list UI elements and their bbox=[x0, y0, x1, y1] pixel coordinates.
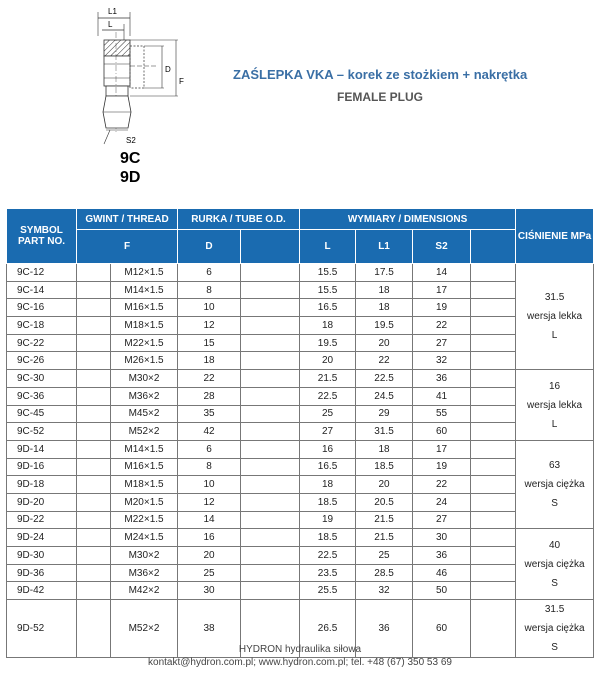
cell-blank bbox=[77, 387, 111, 405]
table-row bbox=[7, 299, 594, 317]
cell-blank bbox=[77, 317, 111, 335]
cell-s2: 46 bbox=[413, 564, 471, 582]
cell-blank bbox=[241, 352, 300, 370]
cell-tube-d: 30 bbox=[178, 582, 241, 600]
cell-l1: 24.5 bbox=[356, 387, 413, 405]
cell-blank bbox=[471, 370, 516, 388]
cell-l1: 31.5 bbox=[356, 423, 413, 441]
cell-symbol: 9D-16 bbox=[7, 458, 77, 476]
cell-symbol: 9D-22 bbox=[7, 511, 77, 529]
cell-thread: M36×2 bbox=[111, 564, 178, 582]
cell-blank bbox=[77, 547, 111, 565]
cell-blank bbox=[77, 440, 111, 458]
cell-l: 26.5 bbox=[300, 600, 356, 658]
pressure-version: wersja lekka bbox=[527, 399, 583, 411]
cell-thread: M30×2 bbox=[111, 370, 178, 388]
cell-s2: 27 bbox=[413, 511, 471, 529]
cell-blank bbox=[471, 334, 516, 352]
cell-thread: M18×1.5 bbox=[111, 317, 178, 335]
table-row bbox=[7, 511, 594, 529]
pressure-value: 31.5 bbox=[544, 604, 565, 616]
header-thread: GWINT / THREAD bbox=[77, 209, 178, 230]
cell-tube-d: 6 bbox=[178, 440, 241, 458]
cell-l1: 22 bbox=[356, 352, 413, 370]
header-d-blank bbox=[241, 230, 300, 264]
cell-tube-d: 18 bbox=[178, 352, 241, 370]
cell-tube-d: 10 bbox=[178, 299, 241, 317]
cell-s2: 60 bbox=[413, 600, 471, 658]
cell-blank bbox=[241, 281, 300, 299]
cell-blank bbox=[471, 264, 516, 282]
cell-blank bbox=[471, 476, 516, 494]
cell-blank bbox=[241, 423, 300, 441]
page-title: ZAŚLEPKA VKA – korek ze stożkiem + nakrętka bbox=[233, 67, 528, 82]
cell-pressure-group bbox=[516, 529, 594, 600]
cell-symbol: 9C-30 bbox=[7, 370, 77, 388]
header-l1: L1 bbox=[356, 230, 413, 264]
pressure-code: S bbox=[551, 498, 558, 510]
dim-l1-label: L1 bbox=[108, 7, 117, 16]
cell-l: 18 bbox=[300, 476, 356, 494]
header-part-no-label: PART NO. bbox=[17, 236, 66, 247]
header-pressure: CIŚNIENIE MPa bbox=[516, 209, 594, 264]
cell-tube-d: 6 bbox=[178, 264, 241, 282]
table-row bbox=[7, 458, 594, 476]
cell-tube-d: 35 bbox=[178, 405, 241, 423]
cell-blank bbox=[77, 564, 111, 582]
cell-symbol: 9D-42 bbox=[7, 582, 77, 600]
cell-symbol: 9C-18 bbox=[7, 317, 77, 335]
cell-blank bbox=[471, 493, 516, 511]
cell-l: 25.5 bbox=[300, 582, 356, 600]
cell-s2: 27 bbox=[413, 334, 471, 352]
cell-l1: 32 bbox=[356, 582, 413, 600]
table-row bbox=[7, 423, 594, 441]
cell-l: 22.5 bbox=[300, 547, 356, 565]
table-row bbox=[7, 334, 594, 352]
footer-contact: kontakt@hydron.com.pl; www.hydron.com.pl; tel. +48 (67) 350 53 69 bbox=[148, 657, 452, 668]
dim-f-label: F bbox=[179, 77, 184, 86]
cell-blank bbox=[471, 564, 516, 582]
cell-l: 16 bbox=[300, 440, 356, 458]
cell-s2: 36 bbox=[413, 547, 471, 565]
pressure-value: 31.5 bbox=[544, 292, 565, 304]
cell-blank bbox=[77, 511, 111, 529]
cell-s2: 50 bbox=[413, 582, 471, 600]
table-row bbox=[7, 264, 594, 282]
cell-l: 20 bbox=[300, 352, 356, 370]
cell-l1: 28.5 bbox=[356, 564, 413, 582]
cell-l1: 20 bbox=[356, 476, 413, 494]
cell-blank bbox=[471, 387, 516, 405]
cell-tube-d: 28 bbox=[178, 387, 241, 405]
pressure-code: L bbox=[551, 330, 558, 342]
cell-s2: 55 bbox=[413, 405, 471, 423]
table-row bbox=[7, 317, 594, 335]
table-row bbox=[7, 370, 594, 388]
cell-blank bbox=[471, 317, 516, 335]
cell-l1: 25 bbox=[356, 547, 413, 565]
cell-l1: 21.5 bbox=[356, 511, 413, 529]
cell-thread: M24×1.5 bbox=[111, 529, 178, 547]
cell-blank bbox=[471, 423, 516, 441]
cell-symbol: 9D-52 bbox=[7, 600, 77, 658]
cell-tube-d: 22 bbox=[178, 370, 241, 388]
variant-9d-label: 9D bbox=[120, 169, 141, 186]
cell-thread: M14×1.5 bbox=[111, 281, 178, 299]
cell-blank bbox=[471, 405, 516, 423]
cell-blank bbox=[241, 299, 300, 317]
cell-l1: 20 bbox=[356, 334, 413, 352]
cell-s2: 17 bbox=[413, 281, 471, 299]
cell-symbol: 9C-52 bbox=[7, 423, 77, 441]
cell-blank bbox=[471, 458, 516, 476]
pressure-code: L bbox=[551, 418, 558, 430]
pressure-code: S bbox=[551, 642, 558, 654]
pressure-version: wersja ciężka bbox=[524, 623, 585, 635]
cell-thread: M42×2 bbox=[111, 582, 178, 600]
cell-l: 22.5 bbox=[300, 387, 356, 405]
cell-thread: M18×1.5 bbox=[111, 476, 178, 494]
header-dim-blank bbox=[471, 230, 516, 264]
header-dimensions: WYMIARY / DIMENSIONS bbox=[300, 209, 516, 230]
table-row bbox=[7, 281, 594, 299]
cell-blank bbox=[241, 405, 300, 423]
cell-l: 18.5 bbox=[300, 529, 356, 547]
cell-s2: 60 bbox=[413, 423, 471, 441]
cell-tube-d: 8 bbox=[178, 458, 241, 476]
cell-l: 15.5 bbox=[300, 281, 356, 299]
table-body bbox=[7, 264, 594, 658]
dim-l-label: L bbox=[108, 20, 113, 29]
cell-thread: M14×1.5 bbox=[111, 440, 178, 458]
cell-thread: M20×1.5 bbox=[111, 493, 178, 511]
cell-blank bbox=[241, 440, 300, 458]
cell-thread: M52×2 bbox=[111, 600, 178, 658]
cell-s2: 32 bbox=[413, 352, 471, 370]
cell-thread: M52×2 bbox=[111, 423, 178, 441]
cell-pressure-group bbox=[516, 440, 594, 528]
table-row bbox=[7, 529, 594, 547]
pressure-value: 40 bbox=[548, 539, 561, 551]
cell-blank bbox=[471, 547, 516, 565]
cell-l: 19.5 bbox=[300, 334, 356, 352]
cell-blank bbox=[241, 387, 300, 405]
cell-l1: 18.5 bbox=[356, 458, 413, 476]
cell-s2: 24 bbox=[413, 493, 471, 511]
cell-blank bbox=[77, 352, 111, 370]
cell-blank bbox=[471, 299, 516, 317]
cell-tube-d: 25 bbox=[178, 564, 241, 582]
cell-pressure-group bbox=[516, 370, 594, 441]
cell-thread: M22×1.5 bbox=[111, 511, 178, 529]
header-symbol bbox=[7, 209, 77, 264]
header-l: L bbox=[300, 230, 356, 264]
cell-blank bbox=[77, 458, 111, 476]
cell-l: 21.5 bbox=[300, 370, 356, 388]
cell-l: 27 bbox=[300, 423, 356, 441]
cell-l1: 18 bbox=[356, 281, 413, 299]
cell-l1: 29 bbox=[356, 405, 413, 423]
cell-tube-d: 15 bbox=[178, 334, 241, 352]
cell-l1: 18 bbox=[356, 299, 413, 317]
cell-l1: 17.5 bbox=[356, 264, 413, 282]
cell-l1: 19.5 bbox=[356, 317, 413, 335]
cell-blank bbox=[471, 529, 516, 547]
cell-s2: 41 bbox=[413, 387, 471, 405]
cell-l: 16.5 bbox=[300, 458, 356, 476]
cell-pressure-group bbox=[516, 264, 594, 370]
cell-l: 15.5 bbox=[300, 264, 356, 282]
cell-blank bbox=[241, 511, 300, 529]
header-f: F bbox=[77, 230, 178, 264]
cell-s2: 17 bbox=[413, 440, 471, 458]
cell-blank bbox=[77, 334, 111, 352]
dimensions-table bbox=[6, 208, 594, 658]
cell-tube-d: 8 bbox=[178, 281, 241, 299]
cell-l1: 22.5 bbox=[356, 370, 413, 388]
cell-blank bbox=[77, 405, 111, 423]
cell-symbol: 9C-16 bbox=[7, 299, 77, 317]
cell-blank bbox=[77, 281, 111, 299]
cell-thread: M26×1.5 bbox=[111, 352, 178, 370]
footer-company: HYDRON hydraulika siłowa bbox=[238, 644, 362, 655]
cell-tube-d: 14 bbox=[178, 511, 241, 529]
cell-l: 18 bbox=[300, 317, 356, 335]
header-s2: S2 bbox=[413, 230, 471, 264]
cell-l: 25 bbox=[300, 405, 356, 423]
cell-blank bbox=[77, 423, 111, 441]
cell-tube-d: 12 bbox=[178, 493, 241, 511]
cell-s2: 30 bbox=[413, 529, 471, 547]
cell-s2: 22 bbox=[413, 476, 471, 494]
cell-l1: 21.5 bbox=[356, 529, 413, 547]
cell-thread: M22×1.5 bbox=[111, 334, 178, 352]
cell-symbol: 9C-26 bbox=[7, 352, 77, 370]
cell-blank bbox=[471, 511, 516, 529]
cell-symbol: 9D-18 bbox=[7, 476, 77, 494]
header-tube: RURKA / TUBE O.D. bbox=[178, 209, 300, 230]
pressure-code: S bbox=[551, 577, 558, 589]
cell-l1: 36 bbox=[356, 600, 413, 658]
cell-blank bbox=[241, 334, 300, 352]
pressure-value: 16 bbox=[548, 380, 561, 392]
cell-symbol: 9D-14 bbox=[7, 440, 77, 458]
cell-symbol: 9C-36 bbox=[7, 387, 77, 405]
cell-blank bbox=[241, 564, 300, 582]
cell-blank bbox=[77, 529, 111, 547]
table-row bbox=[7, 582, 594, 600]
cell-symbol: 9C-45 bbox=[7, 405, 77, 423]
cell-blank bbox=[471, 440, 516, 458]
cell-blank bbox=[471, 582, 516, 600]
cell-symbol: 9C-12 bbox=[7, 264, 77, 282]
cell-blank bbox=[77, 264, 111, 282]
cell-blank bbox=[471, 281, 516, 299]
table-row bbox=[7, 387, 594, 405]
cell-thread: M16×1.5 bbox=[111, 299, 178, 317]
female-plug-drawing bbox=[68, 2, 198, 150]
cell-s2: 14 bbox=[413, 264, 471, 282]
header-d: D bbox=[178, 230, 241, 264]
cell-symbol: 9D-30 bbox=[7, 547, 77, 565]
cell-blank bbox=[77, 299, 111, 317]
cell-blank bbox=[241, 370, 300, 388]
table-row bbox=[7, 564, 594, 582]
page-subtitle: FEMALE PLUG bbox=[337, 90, 423, 104]
cell-tube-d: 12 bbox=[178, 317, 241, 335]
cell-thread: M12×1.5 bbox=[111, 264, 178, 282]
cell-l1: 18 bbox=[356, 440, 413, 458]
cell-blank bbox=[77, 370, 111, 388]
cell-l: 19 bbox=[300, 511, 356, 529]
cell-tube-d: 10 bbox=[178, 476, 241, 494]
cell-symbol: 9C-22 bbox=[7, 334, 77, 352]
pressure-version: wersja ciężka bbox=[524, 479, 585, 491]
cell-tube-d: 38 bbox=[178, 600, 241, 658]
dim-s2-label: S2 bbox=[126, 136, 136, 145]
cell-blank bbox=[241, 317, 300, 335]
cell-l: 23.5 bbox=[300, 564, 356, 582]
table-row bbox=[7, 352, 594, 370]
dim-d-label: D bbox=[165, 65, 171, 74]
cell-symbol: 9D-24 bbox=[7, 529, 77, 547]
cell-thread: M36×2 bbox=[111, 387, 178, 405]
table-row bbox=[7, 440, 594, 458]
cell-l: 16.5 bbox=[300, 299, 356, 317]
cell-blank bbox=[77, 476, 111, 494]
variant-9c-label: 9C bbox=[120, 150, 141, 167]
cell-s2: 36 bbox=[413, 370, 471, 388]
cell-s2: 19 bbox=[413, 299, 471, 317]
pressure-version: wersja ciężka bbox=[524, 558, 585, 570]
cell-blank bbox=[77, 493, 111, 511]
cell-blank bbox=[241, 493, 300, 511]
table-row bbox=[7, 405, 594, 423]
cell-blank bbox=[241, 476, 300, 494]
cell-blank bbox=[241, 582, 300, 600]
cell-l: 18.5 bbox=[300, 493, 356, 511]
cell-symbol: 9D-36 bbox=[7, 564, 77, 582]
table-row bbox=[7, 547, 594, 565]
cell-blank bbox=[241, 529, 300, 547]
pressure-version: wersja lekka bbox=[527, 311, 583, 323]
table-row bbox=[7, 493, 594, 511]
table-row bbox=[7, 476, 594, 494]
cell-tube-d: 42 bbox=[178, 423, 241, 441]
cell-s2: 19 bbox=[413, 458, 471, 476]
cell-thread: M16×1.5 bbox=[111, 458, 178, 476]
cell-blank bbox=[241, 264, 300, 282]
cell-thread: M45×2 bbox=[111, 405, 178, 423]
cell-tube-d: 20 bbox=[178, 547, 241, 565]
cell-tube-d: 16 bbox=[178, 529, 241, 547]
cell-l1: 20.5 bbox=[356, 493, 413, 511]
cell-s2: 22 bbox=[413, 317, 471, 335]
cell-thread: M30×2 bbox=[111, 547, 178, 565]
cell-blank bbox=[241, 458, 300, 476]
cell-symbol: 9D-20 bbox=[7, 493, 77, 511]
cell-blank bbox=[241, 547, 300, 565]
pressure-value: 63 bbox=[548, 460, 561, 472]
cell-blank bbox=[77, 582, 111, 600]
cell-blank bbox=[471, 352, 516, 370]
cell-symbol: 9C-14 bbox=[7, 281, 77, 299]
header-symbol-label: SYMBOL bbox=[20, 225, 63, 236]
